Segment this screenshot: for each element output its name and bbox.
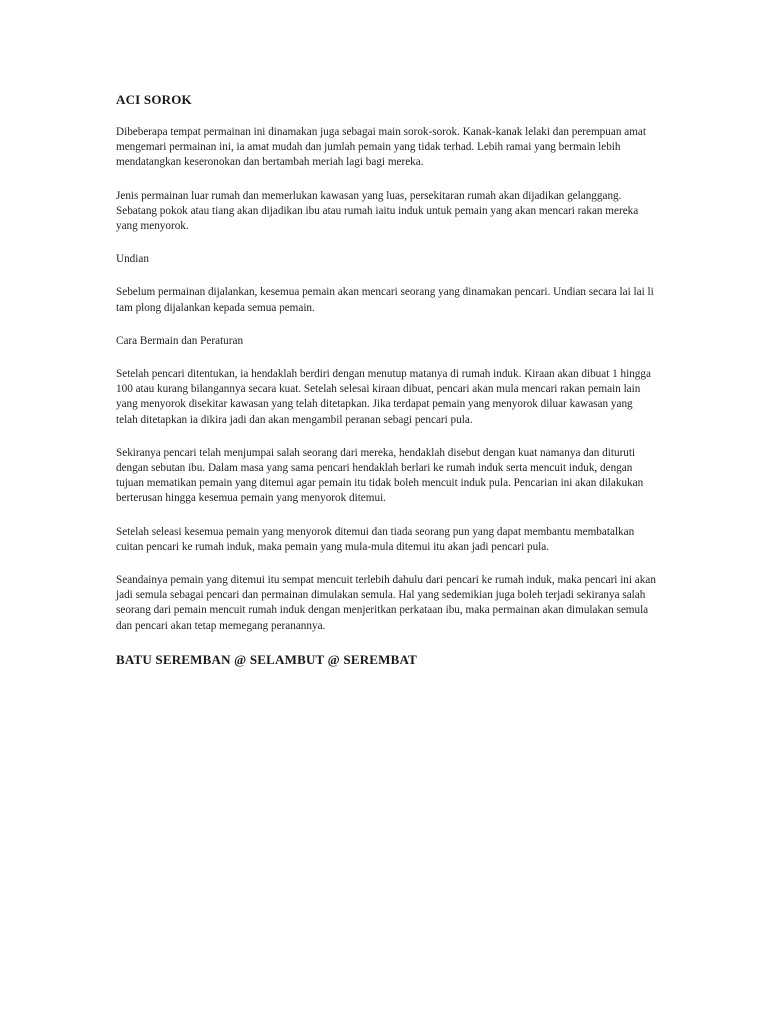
paragraph-location: Jenis permainan luar rumah dan memerlukan kawasan yang luas, persekitaran rumah akan dijadikan gelanggang. Sebatang pokok atau tiang akan dijadikan ibu atau rumah iaitu induk untuk pemain yang akan mencari rakan mereka yang menyorok.: [116, 189, 639, 233]
subheading-rules: Cara Bermain dan Peraturan: [116, 334, 244, 347]
paragraph-rules-4: Seandainya pemain yang ditemui itu sempat mencuit terlebih dahulu dari pencari ke rumah induk, maka pencari ini akan jadi semula sebagai pencari dan permainan dimulakan semula. Hal yang sedemikian juga boleh terjadi sekiranya salah seorang dari pemain mencuit rumah induk dengan menjeritkan perkataan ibu, maka permainan akan dimulakan semula dan pencari akan tetap memegang peranannya.: [116, 574, 656, 632]
paragraph-undian: Sebelum permainan dijalankan, kesemua pemain akan mencari seorang yang dinamakan pencari. Undian secara lai lai li tam plong dijalankan kepada semua pemain.: [116, 286, 654, 314]
paragraph-rules-2: Sekiranya pencari telah menjumpai salah seorang dari mereka, hendaklah disebut dengan kuat namanya dan dituruti dengan sebutan ibu. Dalam masa yang sama pencari hendaklah berlari ke rumah induk serta mencuit induk, dengan tujuan mematikan pemain yang ditemui agar pemain itu tidak boleh mencuit induk pula. Pencarian ini akan dilakukan berterusan hingga kesemua pemain yang menyorok ditemui.: [116, 446, 644, 505]
subheading-undian: Undian: [116, 253, 149, 266]
document-page: [116, 92, 656, 685]
paragraph-intro: Dibeberapa tempat permainan ini dinamakan juga sebagai main sorok-sorok. Kanak-kanak lelaki dan perempuan amat mengemari permainan ini, ia amat mudah dan jumlah pemain yang tidak terhad. Lebih ramai yang bermain lebih mendatangkan keseronokan dan bertambah meriah lagi bagi mereka.: [116, 126, 646, 169]
section-title-batu-seremban: BATU SEREMBAN @ SELAMBUT @ SEREMBAT: [116, 651, 417, 667]
section-title-aci-sorok: ACI SOROK: [116, 92, 192, 107]
paragraph-rules-3: Setelah seleasi kesemua pemain yang menyorok ditemui dan tiada seorang pun yang dapat membantu membatalkan cuitan pencari ke rumah induk, maka pemain yang mula-mula ditemui itu akan jadi pencari pula.: [116, 525, 635, 553]
paragraph-rules-1: Setelah pencari ditentukan, ia hendaklah berdiri dengan menutup matanya di rumah induk. Kiraan akan dibuat 1 hingga 100 atau kurang bilangannya secara kuat. Setelah selesai kiraan dibuat, pencari akan mula mencari rakan pemain lain yang menyorok disekitar kawasan yang telah ditetapkan. Jika terdapat pemain yang menyorok diluar kawasan yang telah ditetapkan ia dikira jadi dan akan mengambil peranan sebagi pencari pula.: [116, 368, 651, 426]
